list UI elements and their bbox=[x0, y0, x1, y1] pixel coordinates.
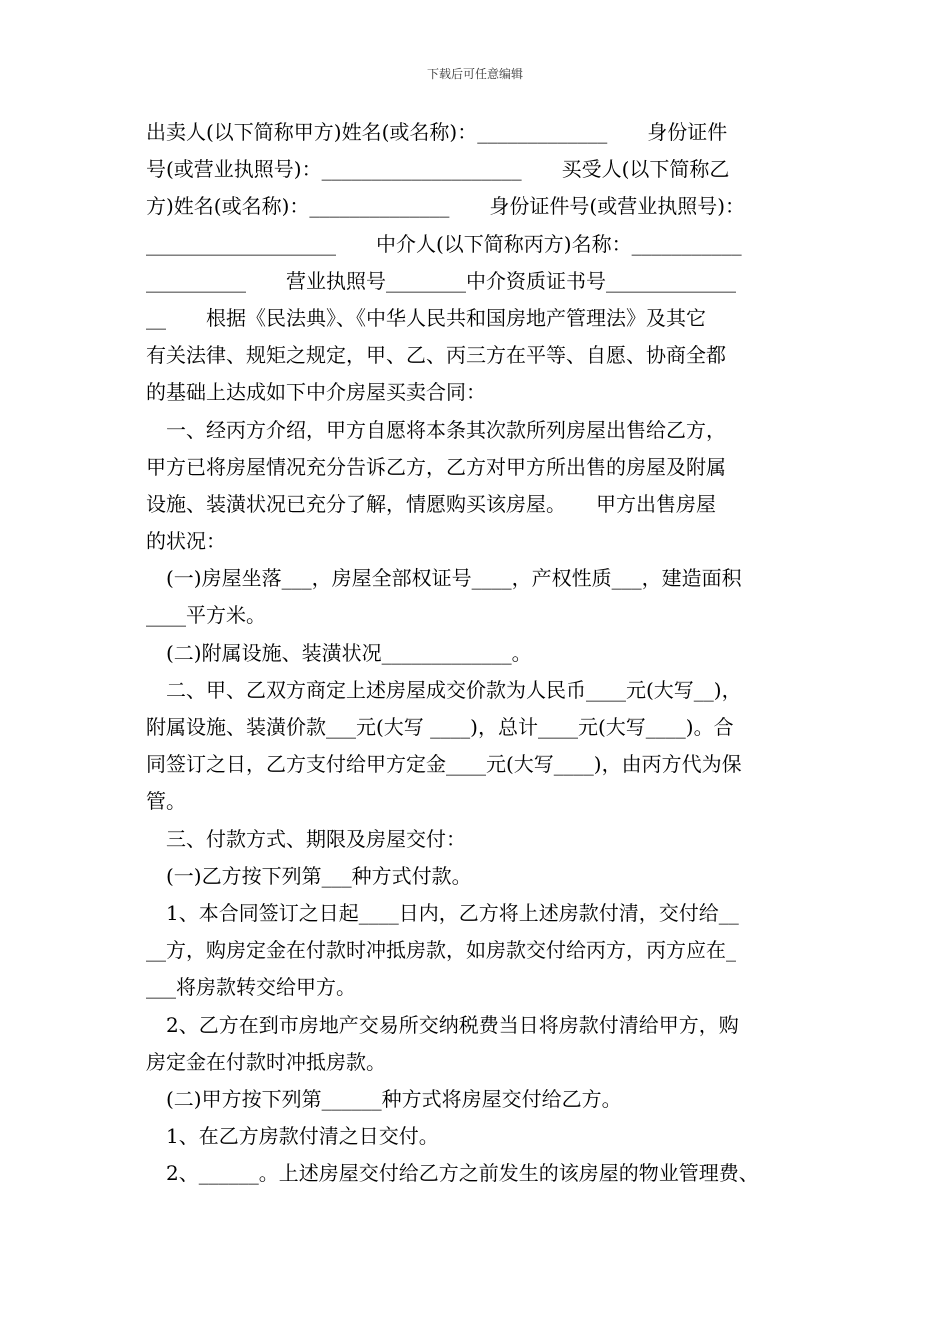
page-header: 下载后可任意编辑 bbox=[426, 67, 523, 81]
contract-body bbox=[146, 114, 810, 1192]
text-line: 1、本合同签订之日起____日内，乙方将上述房款付清，交付给__ bbox=[146, 900, 739, 925]
text-line: (一)房屋坐落___，房屋全部权证号____，产权性质___，建造面积 bbox=[146, 566, 742, 591]
text-line: ___________________ 中介人(以下简称丙方)名称：___________ bbox=[146, 231, 742, 256]
text-line: 的基础上达成如下中介房屋买卖合同： bbox=[146, 380, 486, 405]
text-line: 的状况： bbox=[146, 529, 226, 554]
text-line: 号(或营业执照号)：____________________ 买受人(以下简称乙 bbox=[146, 157, 730, 182]
text-line: __________ 营业执照号________中介资质证书号_____________ bbox=[146, 268, 736, 293]
text-line: 房定金在付款时冲抵房款。 bbox=[146, 1049, 386, 1074]
text-line: 二、甲、乙双方商定上述房屋成交价款为人民币____元(大写__)， bbox=[146, 677, 742, 702]
text-line: (一)乙方按下列第___种方式付款。 bbox=[146, 863, 472, 888]
text-line: 一、经丙方介绍，甲方自愿将本条其次款所列房屋出售给乙方， bbox=[146, 417, 726, 442]
text-line: 同签订之日，乙方支付给甲方定金____元(大写____)，由丙方代为保 bbox=[146, 752, 742, 777]
text-line: ____平方米。 bbox=[146, 603, 266, 628]
text-line: __ 根据《民法典》、《中华人民共和国房地产管理法》及其它 bbox=[146, 305, 706, 330]
text-line: (二)附属设施、装潢状况_____________。 bbox=[146, 640, 532, 665]
text-line: 方)姓名(或名称)：______________ 身份证件号(或营业执照号)： bbox=[146, 194, 746, 219]
text-line: 1、在乙方房款付清之日交付。 bbox=[146, 1124, 439, 1149]
text-line: 设施、装潢状况已充分了解，情愿购买该房屋。 甲方出售房屋 bbox=[146, 491, 716, 516]
text-line: 2、乙方在到市房地产交易所交纳税费当日将房款付清给甲方，购 bbox=[146, 1012, 739, 1037]
text-line: 有关法律、规矩之规定，甲、乙、丙三方在平等、自愿、协商全都 bbox=[146, 343, 726, 368]
text-line: 甲方已将房屋情况充分告诉乙方，乙方对甲方所出售的房屋及附属 bbox=[146, 454, 726, 479]
text-line: 附属设施、装潢价款___元(大写 ____)，总计____元(大写____)。合 bbox=[146, 715, 734, 739]
text-line: 2、______。上述房屋交付给乙方之前发生的该房屋的物业管理费、 bbox=[146, 1161, 759, 1186]
text-line: 三、付款方式、期限及房屋交付： bbox=[146, 826, 466, 851]
text-line: 管。 bbox=[146, 789, 186, 814]
text-line: 出卖人(以下简称甲方)姓名(或名称)：_____________ 身份证件 bbox=[146, 120, 728, 144]
text-line: ___将房款转交给甲方。 bbox=[146, 975, 356, 1000]
text-line: (二)甲方按下列第______种方式将房屋交付给乙方。 bbox=[146, 1086, 622, 1111]
text-line: __方，购房定金在付款时冲抵房款，如房款交付给丙方，丙方应在_ bbox=[146, 938, 736, 963]
